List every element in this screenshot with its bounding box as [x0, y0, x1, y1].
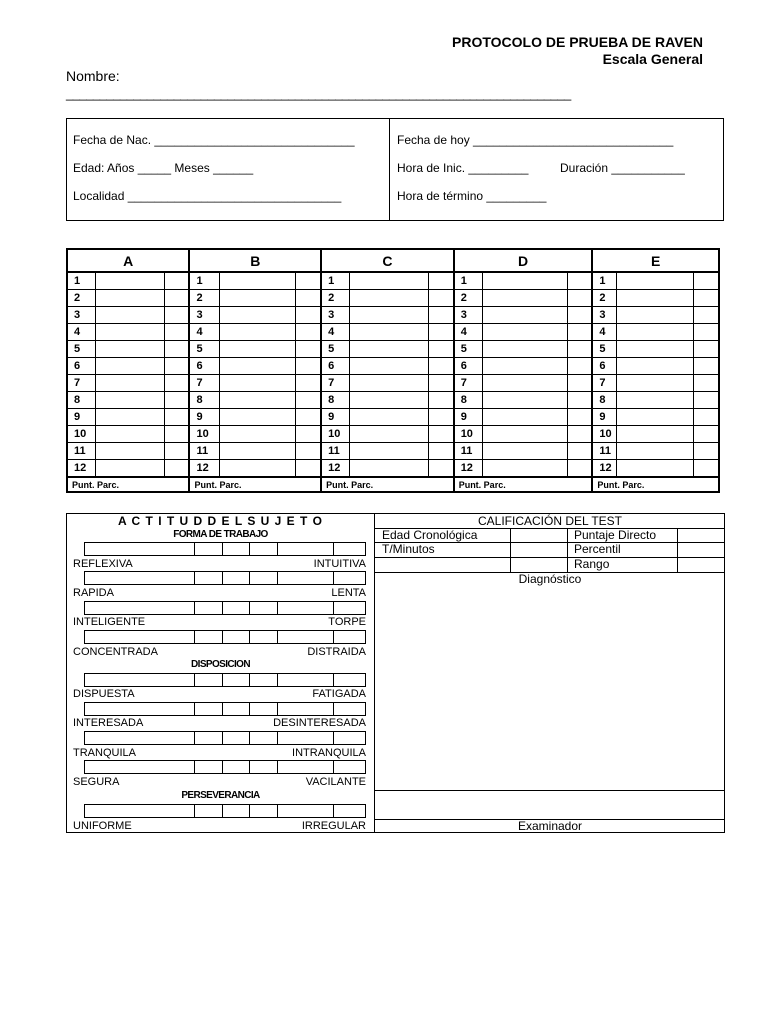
grid-item-number: 10 — [592, 426, 616, 443]
grid-answer-cell[interactable] — [95, 460, 164, 478]
grid-item-number: 6 — [189, 358, 219, 375]
grid-answer-cell[interactable] — [349, 324, 428, 341]
grid-score-cell[interactable] — [164, 460, 189, 478]
grid-score-cell[interactable] — [296, 392, 321, 409]
grid-row — [67, 307, 719, 324]
grid-item-number: 8 — [454, 392, 482, 409]
score-grid — [66, 248, 720, 493]
grid-row — [67, 460, 719, 478]
grid-answer-cell[interactable] — [220, 375, 296, 392]
grid-answer-cell[interactable] — [617, 460, 694, 478]
grid-score-cell[interactable] — [164, 443, 189, 460]
grid-score-cell[interactable] — [567, 443, 592, 460]
grid-item-number: 7 — [321, 375, 349, 392]
grid-item-number: 5 — [189, 341, 219, 358]
grid-row — [67, 375, 719, 392]
grid-row — [67, 392, 719, 409]
grid-score-cell[interactable] — [567, 426, 592, 443]
grid-answer-cell[interactable] — [95, 392, 164, 409]
attitude-right-label: VACILANTE — [305, 776, 366, 788]
grid-score-cell[interactable] — [296, 375, 321, 392]
info-box — [66, 118, 724, 221]
grid-score-cell[interactable] — [164, 324, 189, 341]
grid-score-cell[interactable] — [567, 272, 592, 290]
grid-answer-cell[interactable] — [482, 443, 567, 460]
grid-answer-cell[interactable] — [349, 290, 428, 307]
fecha-hoy-field[interactable]: Fecha de hoy ______________________________ — [397, 133, 674, 147]
grid-score-cell[interactable] — [296, 290, 321, 307]
grid-item-number: 7 — [592, 375, 616, 392]
grid-answer-cell[interactable] — [482, 272, 567, 290]
grid-item-number: 1 — [454, 272, 482, 290]
grid-score-cell[interactable] — [567, 307, 592, 324]
grid-item-number: 9 — [67, 409, 95, 426]
grid-score-cell[interactable] — [428, 290, 453, 307]
grid-answer-cell[interactable] — [617, 426, 694, 443]
grid-answer-cell[interactable] — [95, 409, 164, 426]
rating-scale[interactable] — [84, 571, 366, 585]
grid-item-number: 4 — [67, 324, 95, 341]
grid-item-number: 10 — [454, 426, 482, 443]
grid-score-cell[interactable] — [296, 358, 321, 375]
grid-score-cell[interactable] — [694, 460, 719, 478]
localidad-field[interactable]: Localidad ________________________________ — [73, 189, 342, 203]
grid-item-number: 2 — [189, 290, 219, 307]
grid-answer-cell[interactable] — [482, 290, 567, 307]
grid-answer-cell[interactable] — [617, 392, 694, 409]
grid-answer-cell[interactable] — [95, 443, 164, 460]
grid-score-cell[interactable] — [428, 272, 453, 290]
grid-score-cell[interactable] — [694, 290, 719, 307]
grid-answer-cell[interactable] — [95, 358, 164, 375]
grid-answer-cell[interactable] — [220, 324, 296, 341]
forma-trabajo-heading: FORMA DE TRABAJO — [173, 529, 268, 540]
page-subtitle: Escala General — [602, 51, 703, 67]
grid-answer-cell[interactable] — [617, 409, 694, 426]
grid-item-number: 11 — [67, 443, 95, 460]
grid-score-cell[interactable] — [164, 272, 189, 290]
grid-item-number: 8 — [189, 392, 219, 409]
grid-score-cell[interactable] — [296, 460, 321, 478]
grid-item-number: 1 — [592, 272, 616, 290]
grid-score-cell[interactable] — [428, 443, 453, 460]
grid-score-cell[interactable] — [164, 426, 189, 443]
attitude-left-label: TRANQUILA — [73, 747, 136, 759]
grid-answer-cell[interactable] — [617, 443, 694, 460]
grid-item-number: 6 — [67, 358, 95, 375]
grid-answer-cell[interactable] — [95, 307, 164, 324]
grid-item-number: 3 — [592, 307, 616, 324]
grid-row — [67, 426, 719, 443]
t-minutos-label: T/Minutos — [382, 542, 435, 556]
grid-row — [67, 443, 719, 460]
grid-item-number: 6 — [454, 358, 482, 375]
grid-answer-cell[interactable] — [617, 375, 694, 392]
grid-answer-cell[interactable] — [95, 290, 164, 307]
grid-answer-cell[interactable] — [617, 290, 694, 307]
grid-answer-cell[interactable] — [220, 358, 296, 375]
grid-answer-cell[interactable] — [220, 341, 296, 358]
grid-item-number: 4 — [454, 324, 482, 341]
attitude-left-label: INTERESADA — [73, 717, 144, 729]
grid-item-number: 12 — [189, 460, 219, 478]
percentil-label: Percentil — [574, 542, 621, 556]
grid-answer-cell[interactable] — [482, 460, 567, 478]
grid-answer-cell[interactable] — [482, 358, 567, 375]
grid-answer-cell[interactable] — [617, 272, 694, 290]
rating-scale[interactable] — [84, 731, 366, 745]
grid-score-cell[interactable] — [694, 409, 719, 426]
calificacion-title: CALIFICACIÓN DEL TEST — [477, 514, 623, 528]
grid-item-number: 7 — [67, 375, 95, 392]
grid-item-number: 12 — [454, 460, 482, 478]
grid-item-number: 5 — [67, 341, 95, 358]
grid-score-cell[interactable] — [428, 307, 453, 324]
attitude-right-label: TORPE — [328, 616, 366, 628]
grid-score-cell[interactable] — [567, 392, 592, 409]
grid-score-cell[interactable] — [694, 307, 719, 324]
grid-answer-cell[interactable] — [220, 409, 296, 426]
examinador-label: Examinador — [517, 819, 583, 833]
rating-scale[interactable] — [84, 542, 366, 556]
grid-score-cell[interactable] — [428, 341, 453, 358]
attitude-right-label: DESINTERESADA — [273, 717, 366, 729]
grid-answer-cell[interactable] — [220, 443, 296, 460]
disposicion-heading: DISPOSICION — [191, 659, 250, 670]
grid-score-cell[interactable] — [694, 341, 719, 358]
grid-item-number: 11 — [592, 443, 616, 460]
grid-score-cell[interactable] — [567, 290, 592, 307]
grid-score-cell[interactable] — [164, 341, 189, 358]
grid-item-number: 3 — [321, 307, 349, 324]
grid-item-number: 2 — [67, 290, 95, 307]
grid-answer-cell[interactable] — [220, 290, 296, 307]
actitud-title: A C T I T U D D E L S U J E T O — [117, 514, 324, 528]
grid-item-number: 8 — [67, 392, 95, 409]
grid-item-number: 10 — [67, 426, 95, 443]
grid-answer-cell[interactable] — [482, 392, 567, 409]
grid-item-number: 11 — [321, 443, 349, 460]
grid-answer-cell[interactable] — [349, 460, 428, 478]
fecha-nac-field[interactable]: Fecha de Nac. ______________________________ — [73, 133, 355, 147]
grid-item-number: 9 — [321, 409, 349, 426]
grid-answer-cell[interactable] — [220, 272, 296, 290]
nombre-field[interactable]: ___________________________________________________________________________ — [66, 86, 571, 101]
grid-score-cell[interactable] — [694, 426, 719, 443]
grid-answer-cell[interactable] — [482, 375, 567, 392]
grid-score-cell[interactable] — [567, 358, 592, 375]
attitude-right-label: INTRANQUILA — [292, 747, 366, 759]
bottom-section — [66, 513, 725, 833]
grid-col-header: D — [454, 249, 593, 272]
grid-score-cell[interactable] — [164, 290, 189, 307]
grid-score-cell[interactable] — [164, 392, 189, 409]
grid-answer-cell[interactable] — [482, 409, 567, 426]
grid-item-number: 4 — [592, 324, 616, 341]
rating-scale[interactable] — [84, 702, 366, 716]
grid-item-number: 2 — [321, 290, 349, 307]
grid-item-number: 1 — [67, 272, 95, 290]
grid-answer-cell[interactable] — [220, 392, 296, 409]
grid-item-number: 9 — [454, 409, 482, 426]
grid-answer-cell[interactable] — [349, 392, 428, 409]
grid-item-number: 1 — [189, 272, 219, 290]
grid-item-number: 9 — [592, 409, 616, 426]
grid-answer-cell[interactable] — [95, 324, 164, 341]
grid-answer-cell[interactable] — [349, 341, 428, 358]
grid-answer-cell[interactable] — [349, 409, 428, 426]
grid-score-cell[interactable] — [567, 460, 592, 478]
grid-answer-cell[interactable] — [220, 460, 296, 478]
hora-termino-field[interactable]: Hora de término _________ — [397, 189, 547, 203]
attitude-left-label: CONCENTRADA — [73, 646, 158, 658]
punt-parc-cell[interactable]: Punt. Parc. — [592, 477, 719, 492]
diagnostico-label: Diagnóstico — [518, 572, 582, 586]
perseverancia-heading: PERSEVERANCIA — [181, 790, 260, 801]
grid-item-number: 3 — [454, 307, 482, 324]
grid-score-cell[interactable] — [694, 443, 719, 460]
edad-cronologica-label: Edad Cronológica — [382, 528, 478, 542]
grid-score-cell[interactable] — [567, 409, 592, 426]
attitude-right-label: INTUITIVA — [313, 558, 366, 570]
grid-item-number: 5 — [592, 341, 616, 358]
grid-item-number: 11 — [454, 443, 482, 460]
grid-score-cell[interactable] — [296, 307, 321, 324]
grid-answer-cell[interactable] — [617, 358, 694, 375]
grid-item-number: 6 — [592, 358, 616, 375]
grid-answer-cell[interactable] — [220, 307, 296, 324]
grid-answer-cell[interactable] — [482, 426, 567, 443]
grid-item-number: 4 — [189, 324, 219, 341]
grid-item-number: 7 — [454, 375, 482, 392]
grid-score-cell[interactable] — [567, 375, 592, 392]
grid-answer-cell[interactable] — [349, 358, 428, 375]
grid-answer-cell[interactable] — [95, 272, 164, 290]
grid-row — [67, 272, 719, 290]
grid-score-cell[interactable] — [694, 358, 719, 375]
grid-item-number: 9 — [189, 409, 219, 426]
grid-col-header: B — [189, 249, 321, 272]
attitude-left-label: RAPIDA — [73, 587, 114, 599]
grid-item-number: 1 — [321, 272, 349, 290]
punt-parc-cell[interactable]: Punt. Parc. — [321, 477, 454, 492]
grid-item-number: 3 — [189, 307, 219, 324]
grid-answer-cell[interactable] — [349, 443, 428, 460]
grid-row — [67, 409, 719, 426]
grid-score-cell[interactable] — [428, 358, 453, 375]
attitude-left-label: SEGURA — [73, 776, 120, 788]
grid-item-number: 5 — [454, 341, 482, 358]
attitude-right-label: FATIGADA — [312, 688, 366, 700]
grid-col-header: C — [321, 249, 454, 272]
attitude-left-label: INTELIGENTE — [73, 616, 146, 628]
grid-score-cell[interactable] — [296, 426, 321, 443]
hora-inic-field[interactable]: Hora de Inic. _________ — [397, 161, 529, 175]
grid-score-cell[interactable] — [296, 443, 321, 460]
grid-row — [67, 324, 719, 341]
grid-answer-cell[interactable] — [482, 324, 567, 341]
grid-answer-cell[interactable] — [95, 341, 164, 358]
grid-score-cell[interactable] — [428, 409, 453, 426]
duracion-field[interactable]: Duración ___________ — [560, 161, 685, 175]
grid-col-header: E — [592, 249, 719, 272]
grid-score-cell[interactable] — [694, 375, 719, 392]
grid-score-cell[interactable] — [428, 392, 453, 409]
grid-score-cell[interactable] — [296, 272, 321, 290]
rango-label: Rango — [574, 557, 610, 571]
attitude-right-label: LENTA — [331, 587, 366, 599]
grid-item-number: 2 — [592, 290, 616, 307]
grid-item-number: 3 — [67, 307, 95, 324]
grid-score-cell[interactable] — [428, 460, 453, 478]
grid-answer-cell[interactable] — [482, 341, 567, 358]
punt-parc-cell[interactable]: Punt. Parc. — [67, 477, 189, 492]
grid-item-number: 12 — [592, 460, 616, 478]
grid-answer-cell[interactable] — [617, 307, 694, 324]
attitude-left-label: DISPUESTA — [73, 688, 135, 700]
grid-item-number: 2 — [454, 290, 482, 307]
grid-item-number: 10 — [321, 426, 349, 443]
grid-row — [67, 290, 719, 307]
grid-answer-cell[interactable] — [617, 341, 694, 358]
grid-answer-cell[interactable] — [95, 375, 164, 392]
grid-item-number: 8 — [321, 392, 349, 409]
grid-answer-cell[interactable] — [617, 324, 694, 341]
rating-scale[interactable] — [84, 760, 366, 774]
grid-score-cell[interactable] — [694, 272, 719, 290]
grid-col-header: A — [67, 249, 189, 272]
grid-answer-cell[interactable] — [482, 307, 567, 324]
grid-item-number: 4 — [321, 324, 349, 341]
puntaje-directo-label: Puntaje Directo — [574, 528, 657, 542]
grid-row — [67, 358, 719, 375]
punt-parc-cell[interactable]: Punt. Parc. — [189, 477, 321, 492]
attitude-right-label: DISTRAIDA — [307, 646, 366, 658]
grid-score-cell[interactable] — [296, 409, 321, 426]
grid-answer-cell[interactable] — [349, 426, 428, 443]
grid-score-cell[interactable] — [428, 426, 453, 443]
grid-item-number: 11 — [189, 443, 219, 460]
grid-score-cell[interactable] — [694, 392, 719, 409]
grid-score-cell[interactable] — [296, 324, 321, 341]
grid-score-cell[interactable] — [567, 341, 592, 358]
edad-field[interactable]: Edad: Años _____ Meses ______ — [73, 161, 254, 175]
attitude-right-label: IRREGULAR — [301, 820, 366, 832]
rating-scale[interactable] — [84, 673, 366, 687]
punt-parc-cell[interactable]: Punt. Parc. — [454, 477, 593, 492]
grid-item-number: 8 — [592, 392, 616, 409]
grid-answer-cell[interactable] — [95, 426, 164, 443]
rating-scale[interactable] — [84, 630, 366, 644]
grid-item-number: 12 — [321, 460, 349, 478]
page-title: PROTOCOLO DE PRUEBA DE RAVEN — [452, 34, 703, 50]
grid-answer-cell[interactable] — [349, 272, 428, 290]
grid-item-number: 10 — [189, 426, 219, 443]
grid-score-cell[interactable] — [428, 324, 453, 341]
grid-score-cell[interactable] — [164, 358, 189, 375]
grid-score-cell[interactable] — [164, 307, 189, 324]
rating-scale[interactable] — [84, 601, 366, 615]
grid-answer-cell[interactable] — [349, 375, 428, 392]
rating-scale[interactable] — [84, 804, 366, 818]
grid-item-number: 5 — [321, 341, 349, 358]
attitude-left-label: REFLEXIVA — [73, 558, 133, 570]
grid-score-cell[interactable] — [164, 375, 189, 392]
grid-score-cell[interactable] — [164, 409, 189, 426]
nombre-label: Nombre: — [66, 68, 120, 84]
grid-row — [67, 341, 719, 358]
grid-score-cell[interactable] — [428, 375, 453, 392]
grid-item-number: 7 — [189, 375, 219, 392]
grid-item-number: 12 — [67, 460, 95, 478]
grid-score-cell[interactable] — [694, 324, 719, 341]
grid-answer-cell[interactable] — [220, 426, 296, 443]
grid-item-number: 6 — [321, 358, 349, 375]
attitude-left-label: UNIFORME — [73, 820, 132, 832]
grid-answer-cell[interactable] — [349, 307, 428, 324]
grid-score-cell[interactable] — [567, 324, 592, 341]
grid-score-cell[interactable] — [296, 341, 321, 358]
